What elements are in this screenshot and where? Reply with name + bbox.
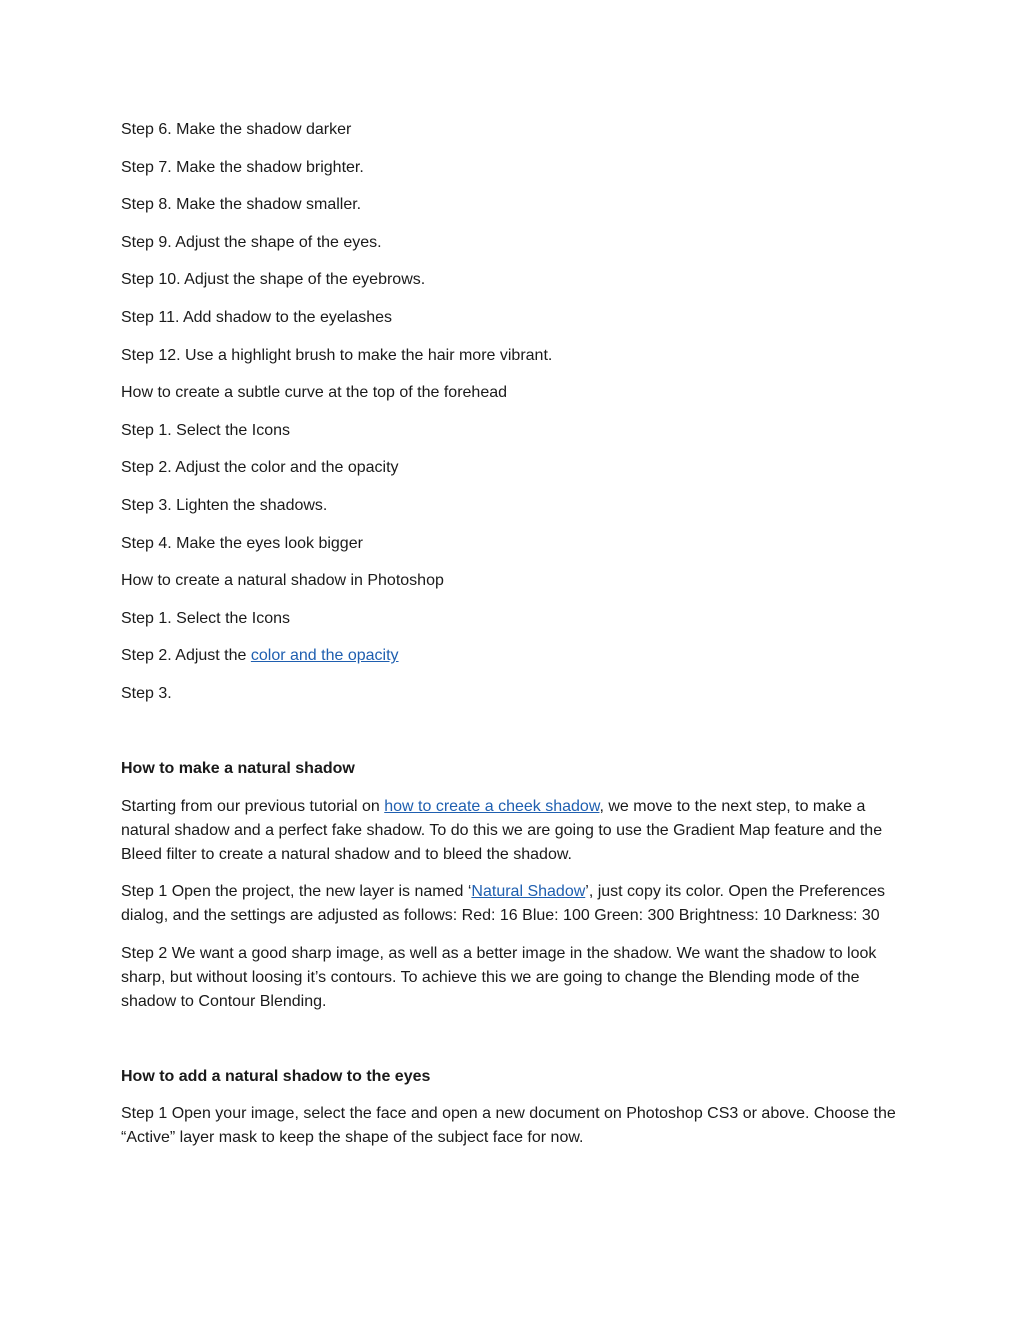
eyes-shadow-step-1-paragraph: Step 1 Open your image, select the face and open a new document on Photoshop CS3 or above. Choose the “Active” layer mask to keep the shape of the subject face for now. [121, 1105, 896, 1147]
step-11-line: Step 11. Add shadow to the eyelashes [121, 308, 393, 326]
intro-text-before: Starting from our previous tutorial on [121, 797, 385, 815]
step-7-line: Step 7. Make the shadow brighter. [121, 158, 364, 176]
natural-shadow-step-2-paragraph: Step 2 We want a good sharp image, as well as a better image in the shadow. We want the shadow to look sharp, but without loosing it’s contours. To achieve this we are going to change the Blending mode of the shadow to Contour Blending. [121, 944, 877, 1010]
forehead-step-2: Step 2. Adjust the color and the opacity [121, 459, 399, 477]
step1-text-after: ’, just copy its color. Open the Preferences dialog, and the settings are adjusted as follows: Red: 16 Blue: 100 Green: 300 Brightness: 10 Darkness: 30 [121, 883, 885, 925]
photoshop-step-1: Step 1. Select the Icons [121, 609, 290, 627]
step-9-line: Step 9. Adjust the shape of the eyes. [121, 233, 382, 251]
photoshop-step-2-text: Step 2. Adjust the [121, 647, 251, 665]
step-6-line: Step 6. Make the shadow darker [121, 121, 352, 138]
photoshop-step-2 [121, 644, 911, 668]
cheek-shadow-link[interactable]: how to create a cheek shadow [384, 797, 600, 815]
step-12-line: Step 12. Use a highlight brush to make the hair more vibrant. [121, 346, 553, 364]
intro-text-after: , we move to the next step, to make a natural shadow and a perfect fake shadow. To do this we are going to use the Gradient Map feature and the Bleed filter to create a natural shadow and to bleed the shadow. [121, 797, 883, 863]
step-10-line: Step 10. Adjust the shape of the eyebrows. [121, 271, 426, 289]
color-opacity-link[interactable]: color and the opacity [250, 647, 399, 665]
forehead-subtitle: How to create a subtle curve at the top of the forehead [121, 384, 508, 402]
forehead-step-4: Step 4. Make the eyes look bigger [121, 534, 363, 552]
step-8-line: Step 8. Make the shadow smaller. [121, 196, 362, 214]
step1-text-before: Step 1 Open the project, the new layer is named ‘ [121, 883, 472, 901]
eyes-shadow-heading: How to add a natural shadow to the eyes [121, 1067, 431, 1085]
forehead-step-3: Step 3. Lighten the shadows. [121, 496, 328, 514]
forehead-step-1: Step 1. Select the Icons [121, 421, 290, 439]
photoshop-step-3: Step 3. [121, 684, 172, 702]
photoshop-subtitle: How to create a natural shadow in Photoshop [121, 572, 444, 590]
natural-shadow-step-1-paragraph [121, 880, 911, 928]
natural-shadow-intro-paragraph [121, 795, 911, 867]
natural-shadow-link[interactable]: Natural Shadow [471, 883, 586, 901]
natural-shadow-heading: How to make a natural shadow [121, 759, 355, 777]
document-page [121, 118, 911, 1164]
